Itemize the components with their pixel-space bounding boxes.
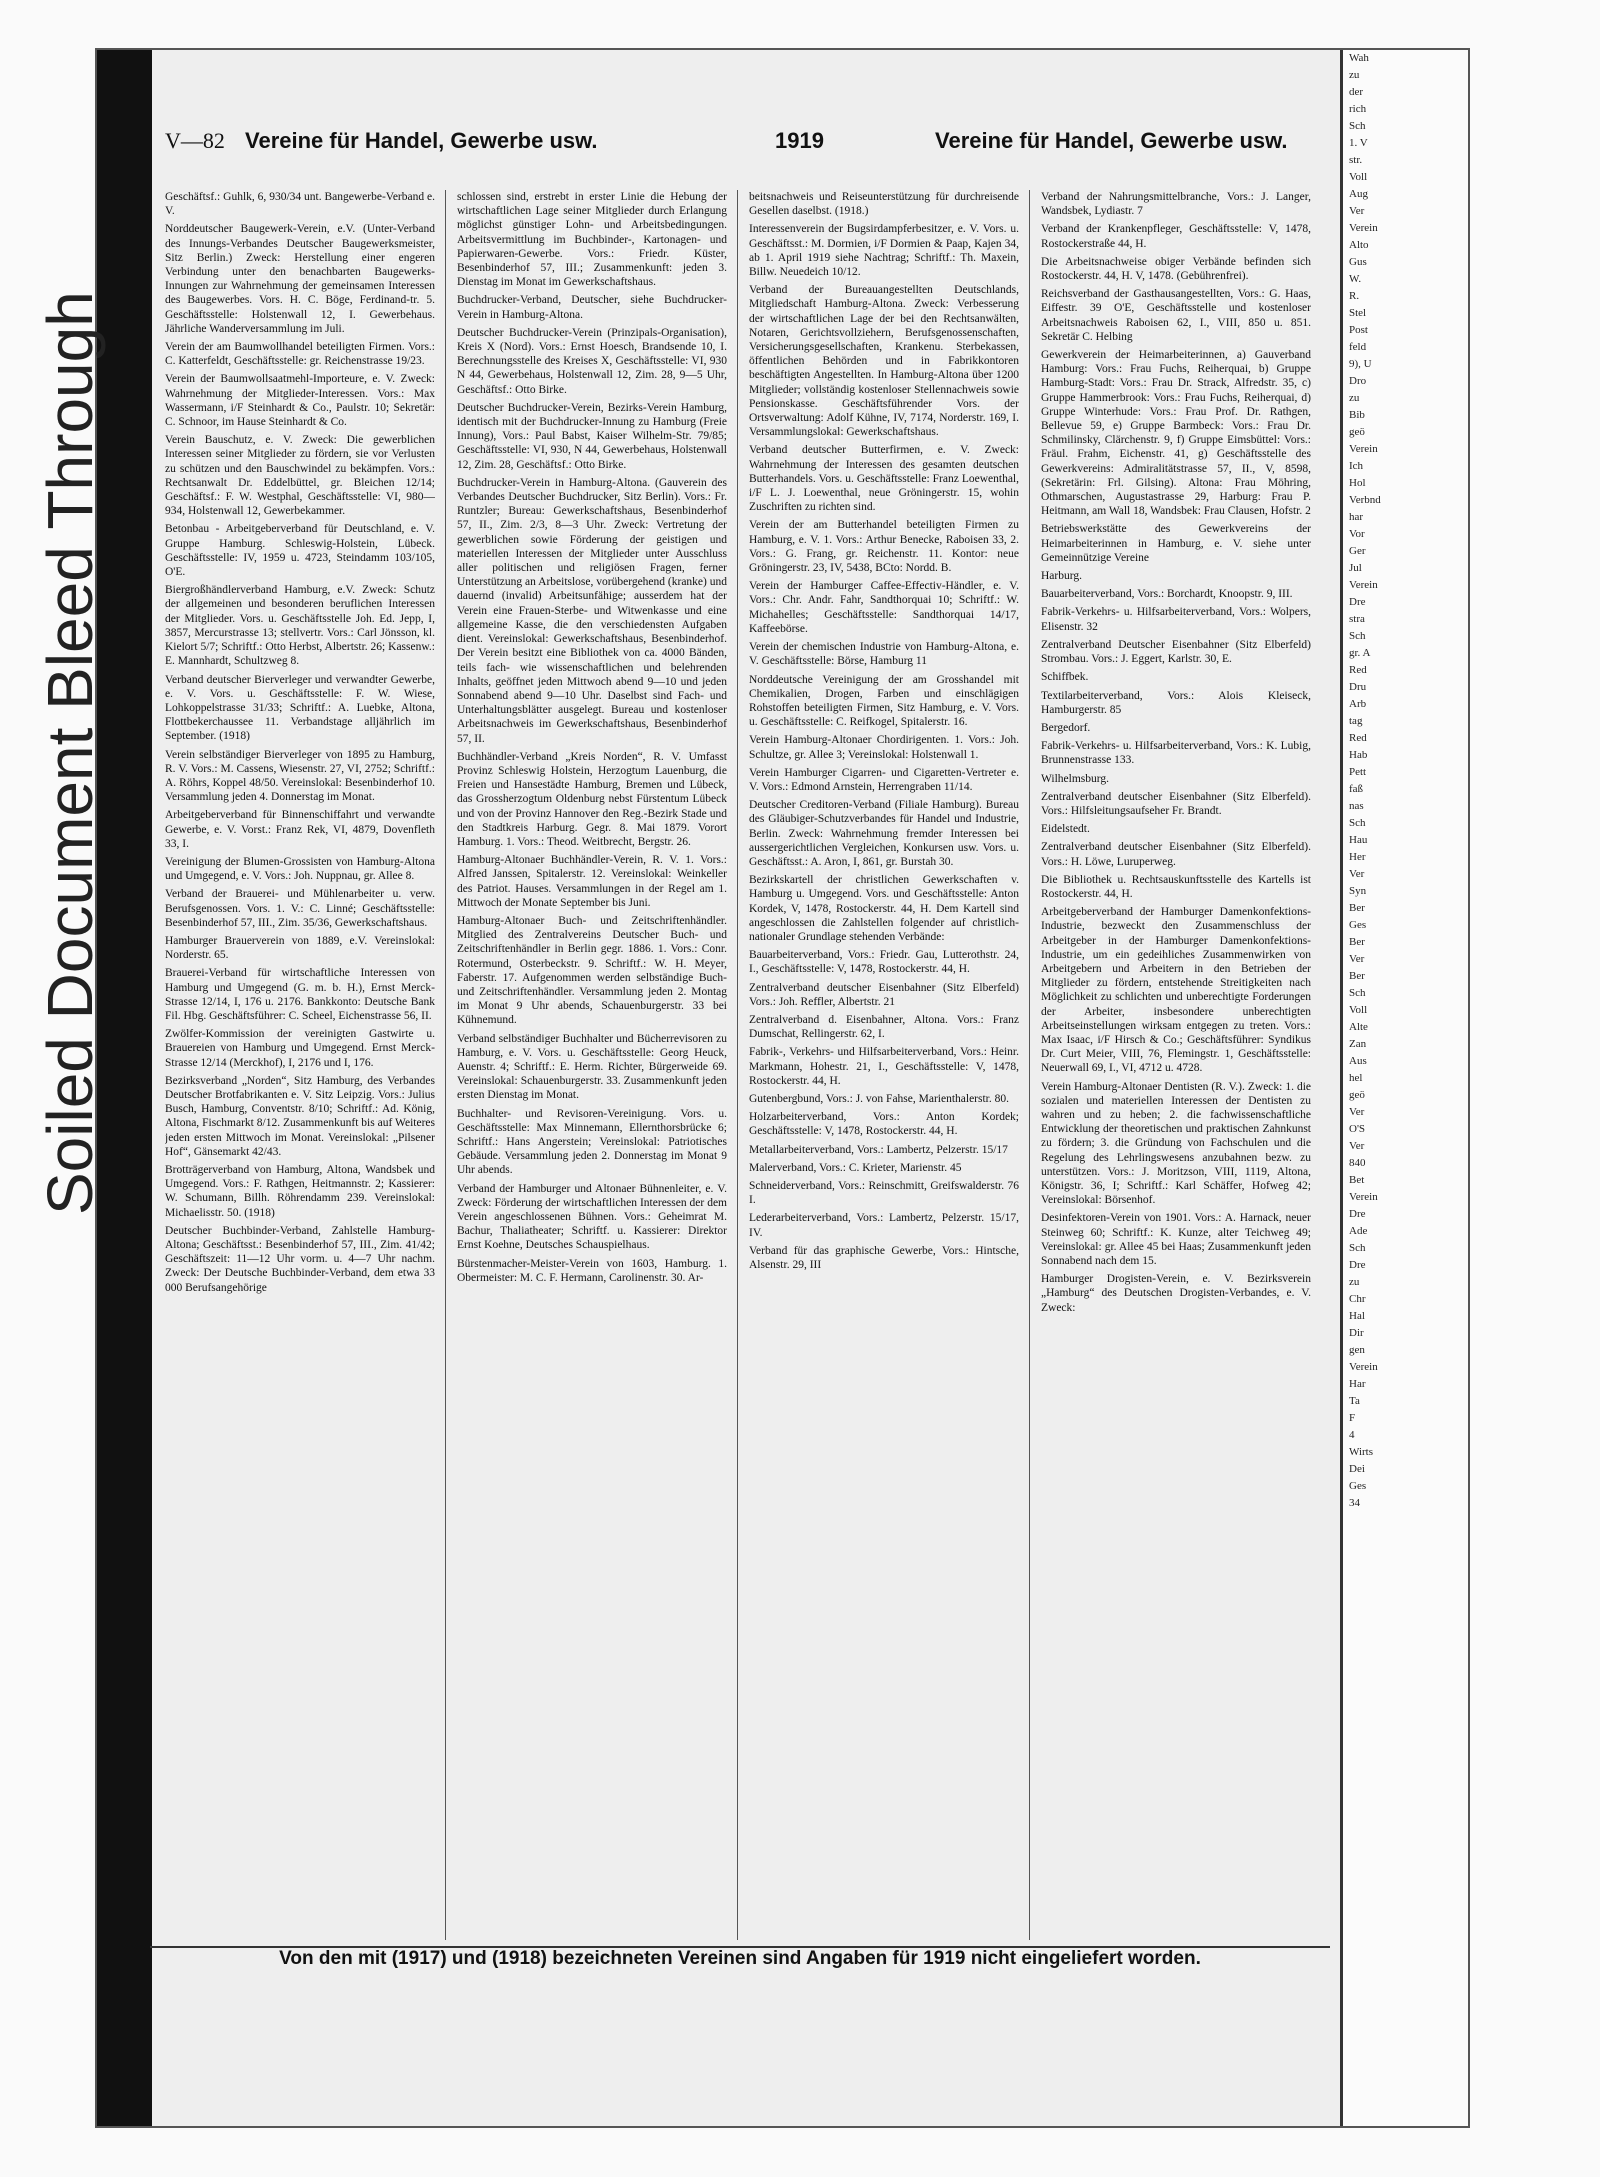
strip-fragment: Dre [1349,1208,1366,1220]
directory-entry: Gewerkverein der Heimarbeiterinnen, a) Gauverband Hamburg: Vors.: Frau Fuchs, Reiherquai, b) Gruppe Hamburg-Stadt: Vors.: Frau Dr. Strack, Alfredstr. 35, c) Gruppe Hammerbrook: Vors.: Frau Fuchs, Reiherquai, d) Gruppe Winterhude: Vors.: Frau Prof. Dr. Rathgen, Bellevue 59, e) Gruppe Barmbeck: Vors.: Frau Dr. Schmilinsky, Clärchenstr. 9, f) Gruppe Eimsbüttel: Vors.: Fräul. Frahm, Eichenstr. 41, g) Geschäftsstelle des Gewerkvereins: Admiralitätstrasse 57, II., V, 8598, (Sekretärin: Frl. Gilsing). Altona: Frau Möhring, Othmarschen, Augustastrasse 29, Harburg: Frau P. Heitmann, am Wall 18, Wandsbek: Frau Clausen, Hofstr. 2 [1041,349,1311,518]
directory-entry: Die Bibliothek u. Rechtsauskunftsstelle des Kartells ist Rostockerstr. 44, H. [1041,873,1311,900]
directory-entry: Zwölfer-Kommission der vereinigten Gastwirte u. Brauereien von Hamburg und Umgegend. Ernst Merck-Strasse 12/14 (Merckhof), I, 2176 und I, 176. [165,1028,435,1069]
directory-entry: Lederarbeiterverband, Vors.: Lambertz, Pelzerstr. 15/17, IV. [749,1212,1019,1239]
strip-fragment: Vor [1349,528,1365,540]
directory-entry: Fabrik-Verkehrs- u. Hilfsarbeiterverband, Vors.: Wolpers, Elisenstr. 32 [1041,606,1311,633]
directory-entry: Deutscher Buchdrucker-Verein, Bezirks-Verein Hamburg, identisch mit der Buchdrucker-Innung zu Hamburg (Freie Innung), Vors.: Paul Babst, Kaiser Wilhelm-Str. 79/85; Geschäftsstelle: VI, 930, N 44, Gewerbehaus, Holstenwall 12, Zim. 28, Geschäftsf.: Otto Birke. [457,401,727,471]
strip-fragment: Verein [1349,443,1378,455]
directory-entry: Vereinigung der Blumen-Grossisten von Hamburg-Altona und Umgegend, e. V. Vors.: Joh. Nuppnau, gr. Allee 8. [165,855,435,883]
strip-fragment: Voll [1349,1004,1368,1016]
directory-entry: Betonbau - Arbeitgeberverband für Deutschland, e. V. Gruppe Hamburg. Schleswig-Holstein, Lübeck. Geschäftsstelle: IV, 1959 u. 4723, Steindamm 103/105, O'E. [165,523,435,579]
strip-fragment: Ver [1349,868,1365,880]
strip-fragment: Ger [1349,545,1366,557]
directory-entry: Gutenbergbund, Vors.: J. von Fahse, Marienthalerstr. 80. [749,1092,1010,1105]
strip-fragment: Ich [1349,460,1364,472]
directory-entry: Desinfektoren-Verein von 1901. Vors.: A. Harnack, neuer Steinweg 60; Schriftf.: K. Kunze, alter Teichweg 49; Vereinslokal: gr. Allee 45 bei Haas; Zusammenkunft jeden Sonnabend nach dem 15. [1041,1212,1311,1268]
strip-fragment: Verein [1349,1361,1378,1373]
directory-entry: Hamburger Drogisten-Verein, e. V. Bezirksverein „Hamburg“ des Deutschen Drogisten-Verbandes, e. V. Zweck: [1041,1273,1311,1314]
strip-fragment: Hau [1349,834,1368,846]
directory-entry: Verein der am Baumwollhandel beteiligten Firmen. Vors.: C. Katterfeldt, Geschäftsstelle: gr. Reichenstrasse 19/23. [165,341,435,368]
directory-entry: Verband der Hamburger und Altonaer Bühnenleiter, e. V. Zweck: Förderung der wirtschaftlichen Interessen der dem Verein angeschlossenen Bühnen. Vors.: Geheimrat M. Bachur, Thaliatheater; Schriftf. u. Kassierer: Direktor Ernst Koehne, Deutsches Schauspielhaus. [457,1182,727,1252]
strip-fragment: Ver [1349,205,1365,217]
directory-entry: Norddeutscher Baugewerk-Verein, e.V. (Unter-Verband des Innungs-Verbandes Deutscher Baugewerksmeister, Sitz Berlin.) Zweck: Herstellung einer engeren Verbindung unter den benachbarten Baugewerks-Innungen zur Wahrnehmung der gemeinsamen Interessen des Baugewerbes. Vors. H. C. Böge, Ferdinand-tr. 5. Geschäftsstelle: Holstenwall 12, I. Gewerbehaus. Jährliche Wanderversammlung im Juli. [165,223,435,335]
strip-fragment: Har [1349,1378,1366,1390]
directory-entry: Verein Bauschutz, e. V. Zweck: Die gewerblichen Interessen seiner Mitglieder zu fördern, sie vor Verlusten zu schützen und den Bauschwindel zu bekämpfen. Vors.: Rechtsanwalt Dr. Eddelbüttel, gr. Bleichen 12/14; Geschäftsf.: F. W. Westphal, Geschäftsstelle: VI, 980—934, Holstenwall 12, Gewerbekammer. [165,434,435,518]
page-content [165,190,1315,1940]
directory-entry: Zentralverband deutscher Eisenbahner (Sitz Elberfeld). Vors.: H. Löwe, Luruperweg. [1041,841,1311,868]
directory-entry: beitsnachweis und Reiseunterstützung für durchreisende Gesellen daselbst. (1918.) [749,191,1019,218]
directory-entry: Verein Hamburg-Altonaer Chordirigenten. 1. Vors.: Joh. Schultze, gr. Allee 3; Vereinslokal: Holstenwall 1. [749,734,1019,761]
directory-entry: Reichsverband der Gasthausangestellten, Vors.: G. Haas, Eiffestr. 39 O'E, Geschäftsstelle und kostenloser Arbeitsnachweis Raboisen 62, I., VIII, 850 u. 851. Sekretär C. Helbing [1041,288,1311,343]
directory-entry: Arbeitgeberverband der Hamburger Damenkonfektions-Industrie, bezweckt den Zusammenschluss der Arbeitgeber in der Hamburger Damenkonfektions-Industrie, um ein gedeihliches Zusammenwirken von Arbeitgebern und Arbeitern in den Betrieben der Mitglieder zu fördern, entstehende Streitigkeiten nach Möglichkeit zu schlichten und unberechtigte Forderungen der Arbeiter, insbesondere unberechtigten Arbeitseinstellungen wirksam entgegen zu treten. Vors.: Max Isaac, i/F Hirsch & Co.; Geschäftsführer: Syndikus Dr. Curt Meier, VIII, 76, Flemingstr. 1, Geschäftsstelle: Neuerwall 69, I., VI, 4712 u. 4728. [1041,906,1311,1075]
directory-entry: Die Arbeitsnachweise obiger Verbände befinden sich Rostockerstr. 44, H. V, 1478. (Gebührenfrei). [1041,255,1311,283]
running-title-right: Vereine für Handel, Gewerbe usw. [935,128,1288,153]
strip-fragment: tag [1349,715,1363,727]
page-number: V—82 [165,128,225,153]
directory-entry: Schneiderverband, Vors.: Reinschmitt, Greifswalderstr. 76 I. [749,1180,1019,1207]
strip-fragment: Ges [1349,919,1367,931]
strip-fragment: Syn [1349,885,1367,897]
strip-fragment: zu [1349,69,1360,81]
right-adjacent-page-strip [1340,50,1468,2126]
text-column [165,190,435,1940]
strip-fragment: Voll [1349,171,1368,183]
footer-note: Von den mit (1917) und (1918) bezeichneten Vereinen sind Angaben für 1919 nicht eingeliefert worden. [279,1948,1201,1969]
directory-entry: Norddeutsche Vereinigung der am Grosshandel mit Chemikalien, Drogen, Farben und einschlägigen Rohstoffen beteiligten Firmen, Sitz Hamburg, e. V. Vors. u. Geschäftsstelle: C. Reifkogel, Spitalerstr. 16. [749,673,1019,729]
strip-fragment: faß [1349,783,1364,795]
strip-fragment: Sch [1349,120,1366,132]
strip-fragment: Verein [1349,222,1378,234]
directory-entry: Bezirksverband „Norden“, Sitz Hamburg, des Verbandes Deutscher Brotfabrikanten e. V. Sitz Leipzig. Vors.: Julius Busch, Hamburg, Conventstr. 8/10; Schriftf.: Ad. König, Altona, Fischmarkt 8/12. Zusammenkunft bis auf Weiteres jeden ersten Mittwoch im Monat. Vereinslokal: „Pilsener Hof“, Gänsemarkt 42/43. [165,1074,435,1158]
directory-entry: Schiffbek. [1041,671,1089,684]
running-title-left: Vereine für Handel, Gewerbe usw. [245,128,598,153]
strip-fragment: Alte [1349,1021,1368,1033]
strip-fragment: Gus [1349,256,1367,268]
strip-fragment: Her [1349,851,1366,863]
column-rule [1029,190,1030,1940]
strip-fragment: Dei [1349,1463,1365,1475]
strip-fragment: hel [1349,1072,1363,1084]
strip-fragment: Dru [1349,681,1367,693]
strip-fragment: Red [1349,732,1367,744]
directory-entry: Hamburg-Altonaer Buch- und Zeitschriftenhändler. Mitglied des Zentralvereins Deutscher Buch- und Zeitschriftenhändler in Berlin gegr. 1886. 1. Vors.: Conr. Rotermund, Osterbeckstr. 9. Schriftf.: W. H. Meyer, Faberstr. 17. Aufgenommen werden selbständige Buch- und Zeitschriftenhändler. Versammlung jeden 2. Montag im Monat 9 Uhr abends, Schauenburgerstr. 33 bei Kühnemund. [457,914,727,1027]
directory-entry: Verein der am Butterhandel beteiligten Firmen zu Hamburg, e. V. 1. Vors.: Arthur Benecke, Raboisen 33, 2. Vors.: G. Frang, gr. Reichenstr. 11. Kontor: neue Gröningerstr. 23, IV, 5438, BCto: Nordd. B. [749,519,1019,575]
directory-entry: Bürstenmacher-Meister-Verein von 1603, Hamburg. 1. Obermeister: M. C. F. Hermann, Carolinenstr. 30. Ar- [457,1257,727,1284]
strip-fragment: Aug [1349,188,1368,200]
strip-fragment: Ver [1349,1106,1365,1118]
side-banner: Soiled Document Bleed Through [34,291,106,1215]
strip-fragment: Verbnd [1349,494,1381,506]
strip-fragment: Sch [1349,1242,1366,1254]
directory-entry: Harburg. [1041,570,1082,583]
directory-entry: Verband für das graphische Gewerbe, Vors.: Hintsche, Alsenstr. 29, III [749,1244,1019,1272]
directory-entry: Verband der Brauerei- und Mühlenarbeiter u. verw. Berufsgenossen. Vors. 1. V.: C. Linné; Geschäftsstelle: Besenbinderhof 57, III., Zim. 35/36, Gewerkschaftshaus. [165,888,435,929]
directory-entry: Deutscher Buchbinder-Verband, Zahlstelle Hamburg-Altona; Geschäftsst.: Besenbinderhof 57, III., Zim. 41/42; Geschäftszeit: 11—12 Uhr vorm. u. 4—7 Uhr nachm. Zweck: Der Deutsche Buchbinder-Verband, dem etwa 33 000 Berufsangehörige [165,1224,435,1294]
strip-fragment: O'S [1349,1123,1366,1135]
strip-fragment: Dre [1349,596,1366,608]
strip-fragment: Ver [1349,1140,1365,1152]
strip-fragment: geö [1349,426,1365,438]
strip-fragment: Ta [1349,1395,1360,1407]
strip-fragment: 4 [1349,1429,1355,1441]
strip-fragment: 9), U [1349,358,1372,370]
directory-entry: Verein der chemischen Industrie von Hamburg-Altona, e. V. Geschäftsstelle: Börse, Hamburg 11 [749,641,1019,668]
strip-fragment: R. [1349,290,1360,302]
strip-fragment: feld [1349,341,1367,353]
directory-entry: Verein der Hamburger Caffee-Effectiv-Händler, e. V. Vors.: Chr. Andr. Fahr, Sandthorquai 10; Schriftf.: W. Michahelles; Geschäftsstelle: Sandthorquai 14/17, Kaffeebörse. [749,580,1019,635]
strip-fragment: F [1349,1412,1356,1424]
strip-fragment: Verein [1349,579,1378,591]
directory-entry: Verein Hamburger Cigarren- und Cigaretten-Vertreter e. V. Vors.: Edmond Arnstein, Herrengraben 11/14. [749,766,1019,793]
directory-entry: Verband selbständiger Buchhalter und Bücherrevisoren zu Hamburg, e. V. Vors. u. Geschäftsstelle: Georg Heuck, Auenstr. 4; Schriftf.: E. Herm. Richter, Bürgerweide 69. Vereinslokal: Schauenburgerstr. 33. Zusammenkunft jeden ersten Dienstag im Monat. [457,1032,727,1102]
directory-entry: Interessenverein der Bugsirdampferbesitzer, e. V. Vors. u. Geschäftsst.: M. Dormien, i/F Dormien & Paap, Kajen 34, ab 1. April 1919 siehe Nachtrag; Schriftf.: Th. Maxein, Billw. Neuedeich 10/12. [749,223,1019,279]
strip-fragment: Hal [1349,1310,1365,1322]
strip-fragment: Jul [1349,562,1362,574]
strip-fragment: Ges [1349,1480,1367,1492]
directory-entry: Fabrik-, Verkehrs- und Hilfsarbeiterverband, Vors.: Heinr. Markmann, Hohestr. 21, I., Geschäftsstelle: V, 1478, Rostockerstr. 44, H. [749,1046,1019,1087]
strip-fragment: Sch [1349,817,1366,829]
strip-fragment: Hab [1349,749,1368,761]
directory-entry: Buchhalter- und Revisoren-Vereinigung. Vors. u. Geschäftsstelle: Max Minnemann, Ellernthorsbrücke 6; Schriftf.: Hans Angerstein; Vereinslokal: Patriotisches Gebäude. Versammlung jeden 2. Donnerstag im Monat 9 Uhr abends. [457,1107,727,1177]
strip-fragment: nas [1349,800,1364,812]
directory-entry: Buchdrucker-Verein in Hamburg-Altona. (Gauverein des Verbandes Deutscher Buchdrucker, Sitz Berlin). Vors.: Fr. Runtzler; Bureau: Gewerkschaftshaus, Besenbinderhof 57, II., Zim. 2/3, 8—3 Uhr. Zweck: Vertretung der gewerblichen sowie Förderung der geistigen und materiellen Interessen der Mitglieder unter Ausschluss aller politischen und religiösen Fragen, ferner Unterstützung an Arbeitslose, vorübergehend (kranke) und dauernd (invalid) Arbeitsunfähige; ausserdem hat der Verein eine Frauen-Sterbe- und Witwenkasse und eine allgemeine Kasse, die den verschiedensten Aufgaben dient. Vereinslokal: Gewerkschaftshaus, Besenbinderhof. Der Verein besitzt eine Bibliothek von ca. 4000 Bänden, teils fach- wie wissenschaftlichen und belehrenden Inhalts, geöffnet jeden Mittwoch abend 9—10 und jeden Sonnabend abend 9—10 Uhr. Daselbst sind Fach- und Unterhaltungsblätter ausgelegt. Bureau und kostenloser Arbeitsnachweis im Gewerkschaftshaus, Besenbinderhof 57, II. [457,476,727,745]
strip-fragment: Bet [1349,1174,1365,1186]
strip-fragment: Sch [1349,630,1366,642]
strip-fragment: W. [1349,273,1362,285]
directory-entry: Verband der Krankenpfleger, Geschäftsstelle: V, 1478, Rostockerstraße 44, H. [1041,223,1311,250]
strip-fragment: Wirts [1349,1446,1373,1458]
directory-entry: Arbeitgeberverband für Binnenschiffahrt und verwandte Gewerbe, e. V. Vorst.: Franz Rek, VI, 4879, Dovenfleth 33, I. [165,809,435,850]
strip-fragment: Chr [1349,1293,1366,1305]
directory-entry: Bergedorf. [1041,721,1091,734]
strip-fragment: Verein [1349,1191,1378,1203]
directory-entry: Hamburg-Altonaer Buchhändler-Verein, R. V. 1. Vors.: Alfred Janssen, Spitalerstr. 12. Vereinslokal: Weinkeller des Patriot. Hauses. Versammlungen in der Regel am 1. Mittwoch der Monate September bis Juni. [457,854,727,909]
directory-entry: Buchhändler-Verband „Kreis Norden“, R. V. Umfasst Provinz Schleswig Holstein, Herzogtum Lauenburg, die Freien und Hansestädte Hamburg, Bremen und Lübeck, das Grossherzogtum Oldenburg nebst Fürstentum Lübeck und von der Provinz Hannover den Reg.-Bezirk Stade und den Stadtkreis Harburg. Gegr. 8. Mai 1879. Vorort Hamburg. 1. Vors.: Theod. Weitbrecht, Bergstr. 26. [457,750,727,848]
directory-entry: Fabrik-Verkehrs- u. Hilfsarbeiterverband, Vors.: K. Lubig, Brunnenstrasse 133. [1041,740,1311,767]
strip-fragment: Wah [1349,52,1369,64]
directory-entry: Wilhelmsburg. [1041,772,1110,785]
strip-fragment: Arb [1349,698,1367,710]
directory-entry: Zentralverband Deutscher Eisenbahner (Sitz Elberfeld) Strombau. Vors.: J. Eggert, Karlstr. 30, E. [1041,638,1311,666]
directory-entry: Bezirkskartell der christlichen Gewerkschaften v. Hamburg u. Umgegend. Vors. und Geschäftsstelle: Anton Kordek, V, 1478, Rostockerstr. 44, H. Dem Kartell sind angeschlossen die Zahlstellen folgender auf christlich-nationaler Grundlage stehenden Verbände: [749,874,1019,943]
directory-entry: Bauarbeiterverband, Vors.: Borchardt, Knoopstr. 9, III. [1041,588,1293,601]
strip-fragment: Ade [1349,1225,1368,1237]
strip-fragment: der [1349,86,1364,98]
strip-fragment: Dir [1349,1327,1364,1339]
directory-entry: Bauarbeiterverband, Vors.: Friedr. Gau, Lutterothstr. 24, I., Geschäftsstelle: V, 1478, Rostockerstr. 44, H. [749,949,1019,976]
directory-entry: Buchdrucker-Verband, Deutscher, siehe Buchdrucker-Verein in Hamburg-Altona. [457,294,727,321]
strip-fragment: Zan [1349,1038,1367,1050]
directory-entry: Zentralverband deutscher Eisenbahner (Sitz Elberfeld) Vors.: Joh. Reffler, Albertstr. 21 [749,981,1019,1008]
column-rule [737,190,738,1940]
strip-fragment: Stel [1349,307,1367,319]
directory-entry: Zentralverband deutscher Eisenbahner (Sitz Elberfeld). Vors.: Hilfsleitungsaufseher Fr. Brandt. [1041,790,1311,817]
strip-fragment: 34 [1349,1497,1360,1509]
strip-fragment: gen [1349,1344,1365,1356]
strip-fragment: zu [1349,1276,1360,1288]
strip-fragment: Dro [1349,375,1367,387]
strip-fragment: 1. V [1349,137,1368,149]
directory-entry: Textilarbeiterverband, Vors.: Alois Kleiseck, Hamburgerstr. 85 [1041,689,1311,716]
strip-fragment: Hol [1349,477,1366,489]
text-column [749,190,1019,1940]
strip-fragment: str. [1349,154,1363,166]
strip-fragment: Post [1349,324,1368,336]
strip-fragment: rich [1349,103,1367,115]
directory-entry: Verein Hamburg-Altonaer Dentisten (R. V.). Zweck: 1. die sozialen und materiellen Interessen der Dentisten zu wahren und zu heben; 2. die fachwissenschaftliche Entwicklung der theoretischen und praktischen Zahnkunst zu fördern; 3. die Gründung von Fachschulen und die Regelung des Lehrlingswesens anzubahnen bezw. zu unterstützen. Vors.: J. Moritzson, VIII, 1119, Altona, Königstr. 36, I; Schriftf.: Karl Schäffer, Hofweg 42; Vereinslokal: Börsenhof. [1041,1080,1311,1207]
directory-entry: Verband deutscher Bierverleger und verwandter Gewerbe, e. V. Vors. u. Geschäftsstelle: F. W. Wiese, Lohkoppelstrasse 31/33; Schriftf.: A. Luebke, Altona, Flottbekerchaussee 11. Verbandstage alljährlich im September. (1918) [165,673,435,743]
strip-fragment: Sch [1349,987,1366,999]
strip-fragment: Dre [1349,1259,1366,1271]
directory-entry: Verband der Bureauangestellten Deutschlands, Mitgliedschaft Hamburg-Altona. Zweck: Verbesserung der wirtschaftlichen Lage der bei den Rechtsanwälten, Notaren, Gerichtsvollziehern, Berufsgenossenschaften, Versicherungsgesellschaften, Krankenu. Sterbekassen, öffentlichen Behörden und in Fabrikkontoren beschäftigten Angestellten. In Hamburg-Altona über 1200 Mitglieder; vollständig kostenloser Stellennachweis sowie Pensionskasse. Geschäftsführender Vors. der Ortsverwaltung: Adolf Kühne, IV, 7174, Norderstr. 169, I. Versammlungslokal: Gewerkschaftshaus. [749,284,1019,439]
column-rule [445,190,446,1940]
strip-fragment: zu [1349,392,1360,404]
strip-fragment: gr. A [1349,647,1371,659]
strip-fragment: har [1349,511,1364,523]
text-column [1041,190,1311,1940]
directory-entry: Verband der Nahrungsmittelbranche, Vors.: J. Langer, Wandsbek, Lydiastr. 7 [1041,191,1311,218]
directory-entry: Deutscher Creditoren-Verband (Filiale Hamburg). Bureau des Gläubiger-Schutzverbandes für Handel und Industrie, Berlin. Zweck: Wahrnehmung fremder Interessen bei aussergerichtlichen Vergleichen, Konkursen usw. Vors. u. Geschäftsst.: A. Aron, I, 861, gr. Burstah 30. [749,799,1019,868]
directory-entry: Brauerei-Verband für wirtschaftliche Interessen von Hamburg und Umgegend (G. m. b. H.), Ernst Merck-Strasse 12/14, I, 176 u. 2176. Bankkonto: Deutsche Bank Fil. Hbg. Geschäftsführer: C. Scheel, Eichenstrasse 56, II. [165,967,435,1022]
strip-fragment: 840 [1349,1157,1366,1169]
directory-entry: Geschäftsf.: Guhlk, 6, 930/34 unt. Bangewerbe-Verband e. V. [165,191,435,218]
directory-entry: Deutscher Buchdrucker-Verein (Prinzipals-Organisation), Kreis X (Nord). Vors.: Ernst Hoesch, Brandsende 10, I. Berechnungsstelle des Kreises X, Geschäftsstelle: VI, 930 N 44, Gewerbehaus, Holstenwall 12, Zim. 28, 9—5 Uhr, Geschäftsf.: Otto Birke. [457,326,727,396]
strip-fragment: Ber [1349,936,1365,948]
strip-fragment: Alto [1349,239,1369,251]
directory-entry: Zentralverband d. Eisenbahner, Altona. Vors.: Franz Dumschat, Rellingerstr. 62, I. [749,1013,1019,1041]
directory-entry: Biergroßhändlerverband Hamburg, e.V. Zweck: Schutz der allgemeinen und besonderen beruflichen Interessen der Mitglieder. Vors. u. Geschäftsstelle Joh. Ed. Jepp, I, 3857, Mercurstrasse 13; stellvertr. Vors.: Carl Jönsson, kl. Kielort 5/7; Schriftf.: Otto Herbst, Albertstr. 26; Kassenw.: E. Mannhardt, Schultzweg 8. [165,584,435,668]
directory-entry: Hamburger Brauerverein von 1889, e.V. Vereinslokal: Norderstr. 65. [165,934,435,962]
directory-entry: Malerverband, Vors.: C. Krieter, Marienstr. 45 [749,1161,962,1174]
directory-entry: Verein selbständiger Bierverleger von 1895 zu Hamburg, R. V. Vors.: M. Cassens, Wiesenstr. 27, VI, 2752; Schriftf.: A. Röhrs, Koppel 48/50. Vereinslokal: Besenbinderhof 10. Versammlung jeden 4. Donnerstag im Monat. [165,748,435,804]
page-header [165,128,1335,162]
directory-entry: Verband deutscher Butterfirmen, e. V. Zweck: Wahrnehmung der Interessen des gesamten deutschen Butterhandels. Vors. u. Geschäftsstelle: Franz Loewenthal, i/F L. J. Loewenthal, neue Gröningerstr. 15, wohin Zuschriften zu richten sind. [749,444,1019,514]
directory-entry: Eidelstedt. [1041,823,1090,836]
strip-fragment: geö [1349,1089,1365,1101]
directory-entry: Brotträgerverband von Hamburg, Altona, Wandsbek und Umgegend. Vors.: F. Rathgen, Heitmannstr. 2; Kassierer: W. Schumann, Billh. Röhrendamm 239. Vereinslokal: Michaelisstr. 50. (1918) [165,1164,435,1219]
strip-fragment: Red [1349,664,1367,676]
directory-entry: Betriebswerkstätte des Gewerkvereins der Heimarbeiterinnen in Hamburg, e. V. siehe unter Gemeinnützige Vereine [1041,523,1311,564]
directory-entry: Holzarbeiterverband, Vors.: Anton Kordek; Geschäftsstelle: V, 1478, Rostockerstr. 44, H. [749,1111,1019,1138]
directory-entry: Metallarbeiterverband, Vors.: Lambertz, Pelzerstr. 15/17 [749,1143,1008,1156]
text-column [457,190,727,1940]
strip-fragment: Bib [1349,409,1365,421]
strip-fragment: Aus [1349,1055,1367,1067]
strip-fragment: Ber [1349,902,1365,914]
directory-entry: schlossen sind, erstrebt in erster Linie die Hebung der wirtschaftlichen Lage seiner Mitglieder durch Erlangung möglichst günstiger Lohn- und Arbeitsbedingungen. Arbeitsvermittlung im Buchbinder-, Kartonagen- und Papierwaren-Gewerbe. Vors.: Friedr. Küster, Besenbinderhof 57, III.; Zusammenkunft: jeden 3. Dienstag im Monat im Gewerkschaftshaus. [457,191,727,289]
strip-fragment: Ber [1349,970,1365,982]
strip-fragment: Ver [1349,953,1365,965]
directory-entry: Verein der Baumwollsaatmehl-Importeure, e. V. Zweck: Wahrnehmung der Mitglieder-Interessen. Vors.: Max Wassermann, i/F Steinhardt & Co., Paulstr. 10; Sekretär: C. Schnoor, im Hause Steinhardt & Co. [165,373,435,429]
year: 1919 [775,128,824,153]
strip-fragment: Pett [1349,766,1367,778]
strip-fragment: stra [1349,613,1365,625]
